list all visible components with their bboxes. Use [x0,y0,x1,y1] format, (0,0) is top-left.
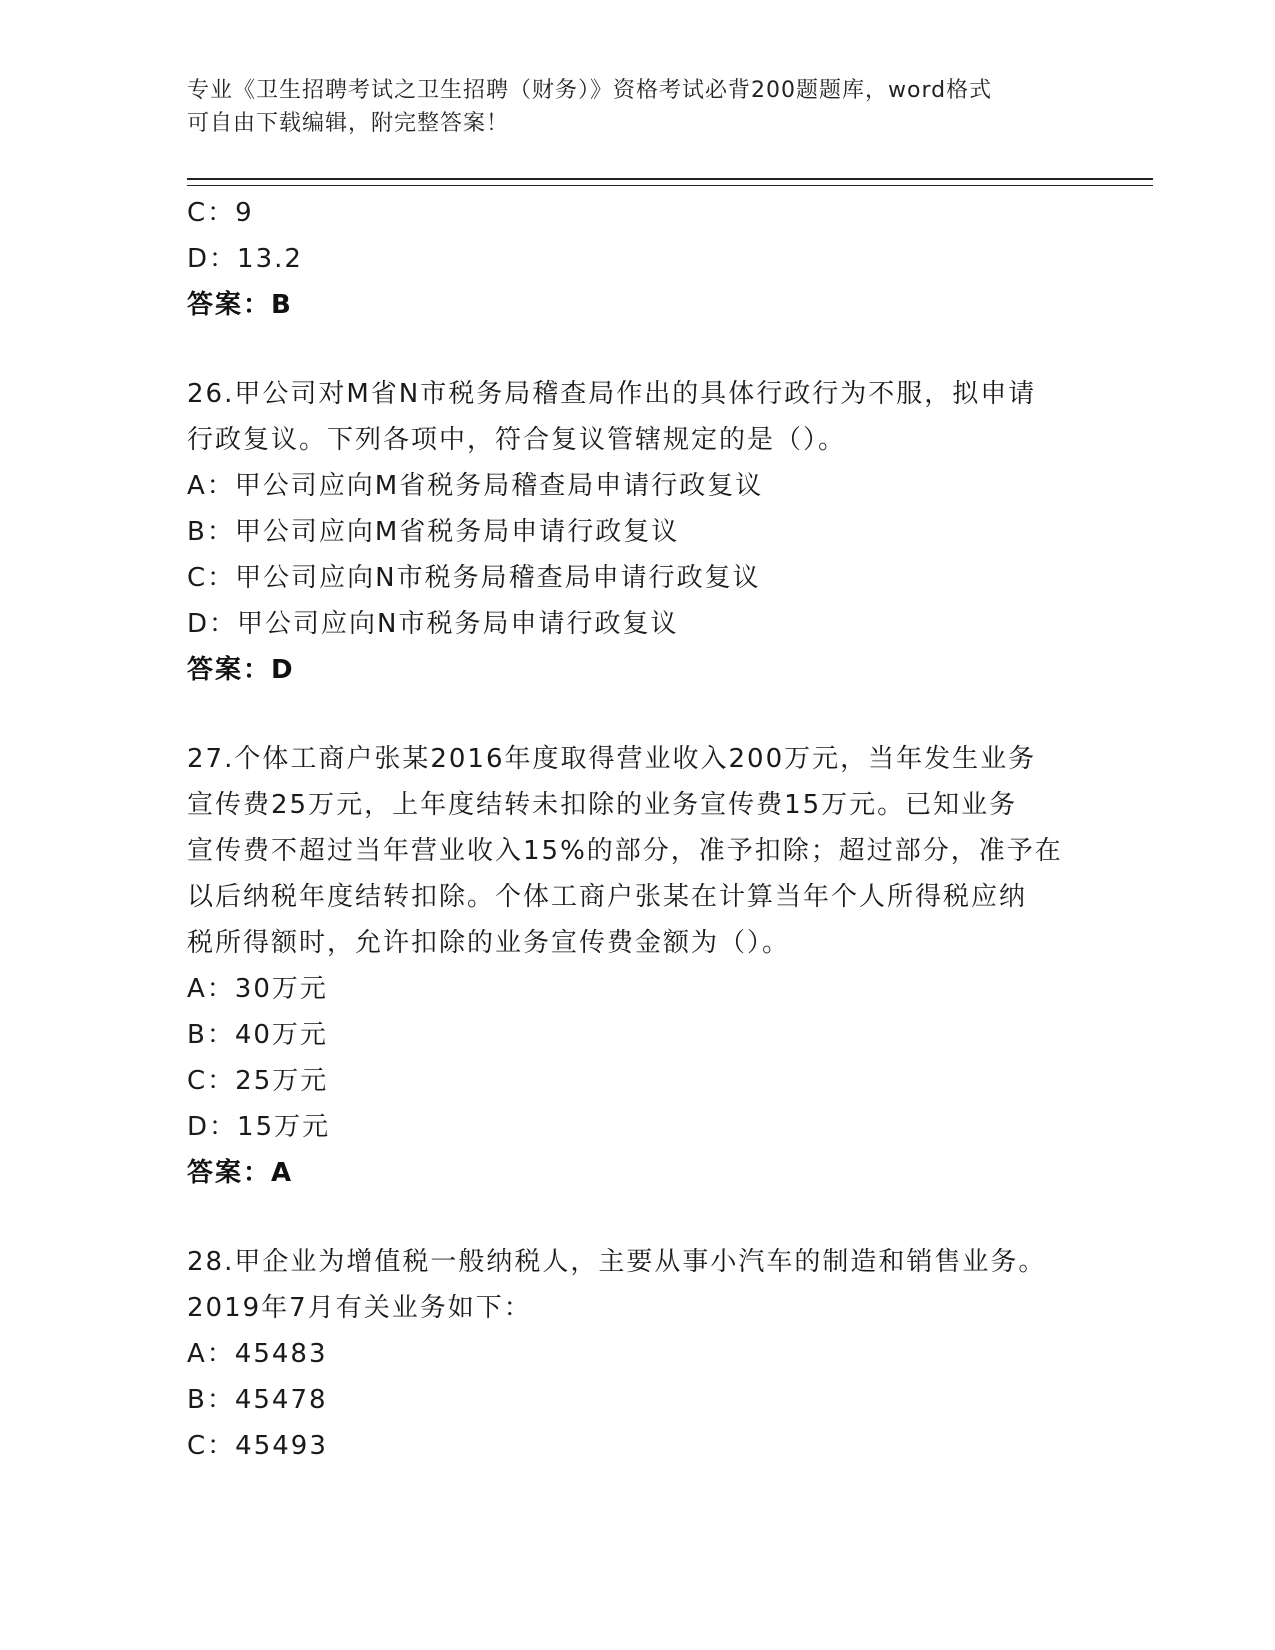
question-27 [187,736,1087,1196]
answer-label: 答案：A [187,1158,294,1188]
option-d: D：甲公司应向N市税务局申请行政复议 [187,609,679,639]
question-content [187,190,1087,1469]
option-a: A：30万元 [187,974,328,1004]
option-d: D：13.2 [187,244,303,274]
question-stem [187,371,1087,463]
question-text-line: 行政复议。下列各项中，符合复议管辖规定的是（）。 [187,425,847,455]
option-c: C：甲公司应向N市税务局稽查局申请行政复议 [187,563,761,593]
spacer [187,1196,1087,1239]
option-b: B：甲公司应向M省税务局申请行政复议 [187,517,680,547]
question-28 [187,1239,1087,1469]
option-a: A：45483 [187,1339,328,1369]
option-c: C：25万元 [187,1066,329,1096]
document-header [187,74,1067,140]
question-text-line: 税所得额时，允许扣除的业务宣传费金额为（）。 [187,928,791,958]
question-text-line: 26.甲公司对M省N市税务局稽查局作出的具体行政行为不服，拟申请 [187,379,1037,409]
question-text-line: 28.甲企业为增值税一般纳税人，主要从事小汽车的制造和销售业务。 [187,1247,1047,1277]
spacer [187,328,1087,371]
question-stem [187,736,1087,966]
option-c: C：45493 [187,1431,328,1461]
header-line-1: 专业《卫生招聘考试之卫生招聘（财务）》资格考试必背200题题库，word格式 [187,78,993,103]
option-b: B：45478 [187,1385,328,1415]
option-d: D：15万元 [187,1112,331,1142]
option-c: C：9 [187,198,254,228]
spacer [187,693,1087,736]
question-text-line: 27.个体工商户张某2016年度取得营业收入200万元，当年发生业务 [187,744,1037,774]
header-line-2: 可自由下载编辑，附完整答案！ [187,111,510,136]
question-26 [187,371,1087,693]
question-stem [187,1239,1087,1331]
question-text-line: 2019年7月有关业务如下： [187,1293,532,1323]
question-text-line: 宣传费不超过当年营业收入15%的部分，准予扣除；超过部分，准予在 [187,836,1063,866]
option-a: A：甲公司应向M省税务局稽查局申请行政复议 [187,471,764,501]
answer-label: 答案：B [187,290,293,320]
option-b: B：40万元 [187,1020,328,1050]
question-text-line: 宣传费25万元，上年度结转未扣除的业务宣传费15万元。已知业务 [187,790,1018,820]
question-text-line: 以后纳税年度结转扣除。个体工商户张某在计算当年个人所得税应纳 [187,882,1028,912]
question-partial [187,190,1087,328]
header-divider [187,178,1153,186]
answer-label: 答案：D [187,655,295,685]
